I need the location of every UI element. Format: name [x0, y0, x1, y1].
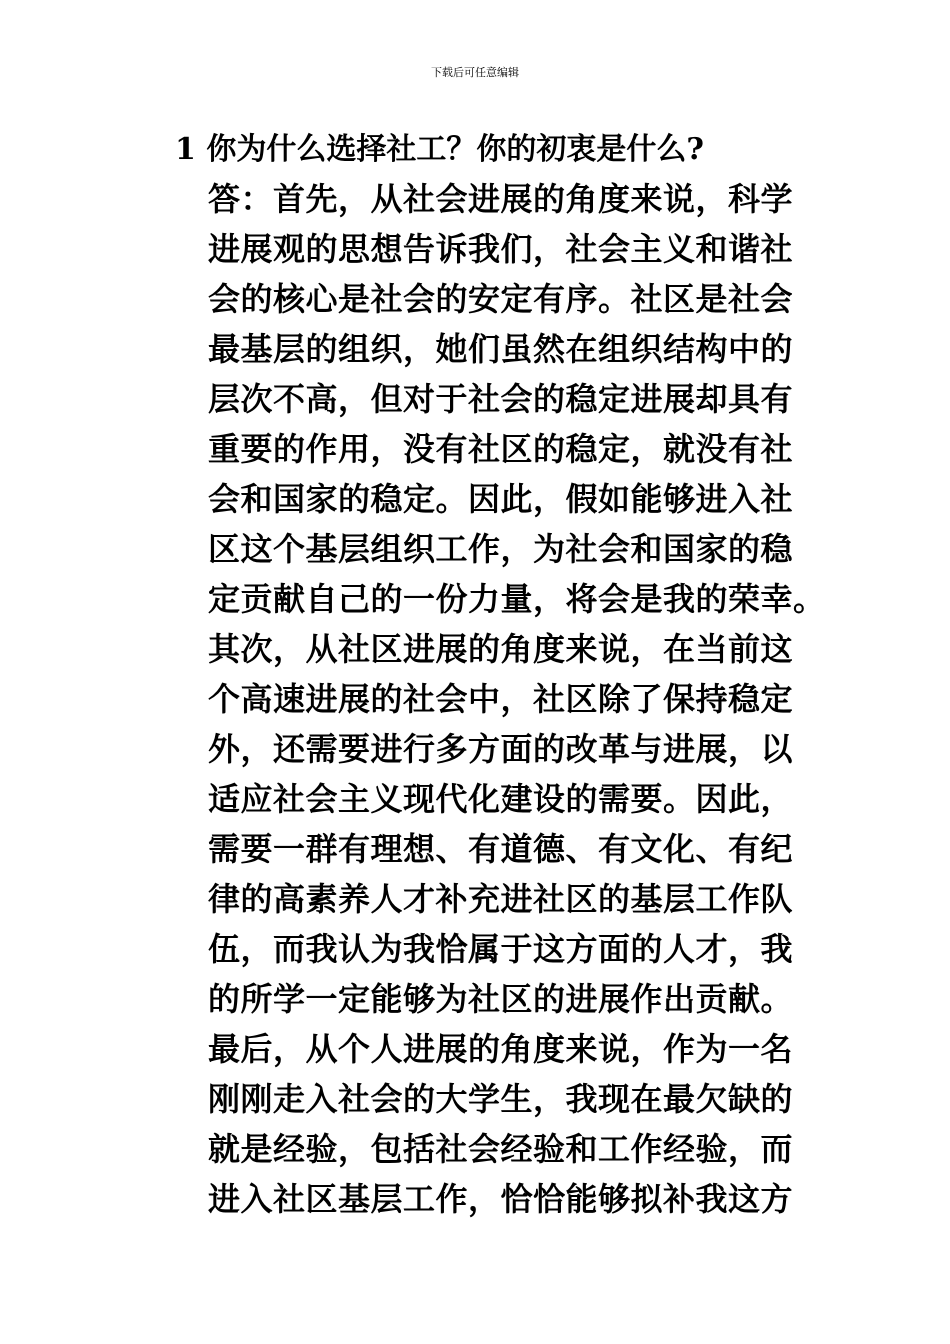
question-heading: 1 你为什么选择社工？你的初衷是什么?: [175, 132, 704, 167]
answer-line: 需要一群有理想、有道德、有文化、有纪: [208, 830, 794, 868]
answer-line: 的所学一定能够为社区的进展作出贡献。: [208, 980, 794, 1018]
answer-line: 答：首先，从社会进展的角度来说，科学: [208, 180, 794, 218]
answer-line: 外，还需要进行多方面的改革与进展，以: [208, 730, 794, 768]
answer-line: 会和国家的稳定。因此，假如能够进入社: [208, 480, 794, 518]
answer-line: 进展观的思想告诉我们，社会主义和谐社: [208, 230, 794, 268]
answer-line: 律的高素养人才补充进社区的基层工作队: [208, 880, 794, 918]
answer-line: 定贡献自己的一份力量，将会是我的荣幸。: [208, 580, 826, 618]
answer-line: 其次，从社区进展的角度来说，在当前这: [208, 630, 794, 668]
answer-line: 最后，从个人进展的角度来说，作为一名: [208, 1030, 794, 1068]
answer-line: 刚刚走入社会的大学生，我现在最欠缺的: [208, 1080, 794, 1118]
answer-line: 适应社会主义现代化建设的需要。因此，: [208, 780, 794, 818]
page-header: 下载后可任意编辑: [431, 66, 519, 79]
answer-line: 重要的作用，没有社区的稳定，就没有社: [208, 430, 794, 468]
answer-line: 就是经验，包括社会经验和工作经验，而: [208, 1130, 794, 1168]
answer-line: 个高速进展的社会中，社区除了保持稳定: [208, 680, 794, 718]
answer-body: [208, 174, 848, 1224]
answer-line: 会的核心是社会的安定有序。社区是社会: [208, 280, 794, 318]
answer-line: 区这个基层组织工作，为社会和国家的稳: [208, 530, 794, 568]
answer-line: 层次不高，但对于社会的稳定进展却具有: [208, 380, 794, 418]
answer-line: 最基层的组织，她们虽然在组织结构中的: [208, 330, 794, 368]
answer-line: 进入社区基层工作，恰恰能够拟补我这方: [208, 1180, 794, 1218]
answer-line: 伍，而我认为我恰属于这方面的人才，我: [208, 930, 794, 968]
